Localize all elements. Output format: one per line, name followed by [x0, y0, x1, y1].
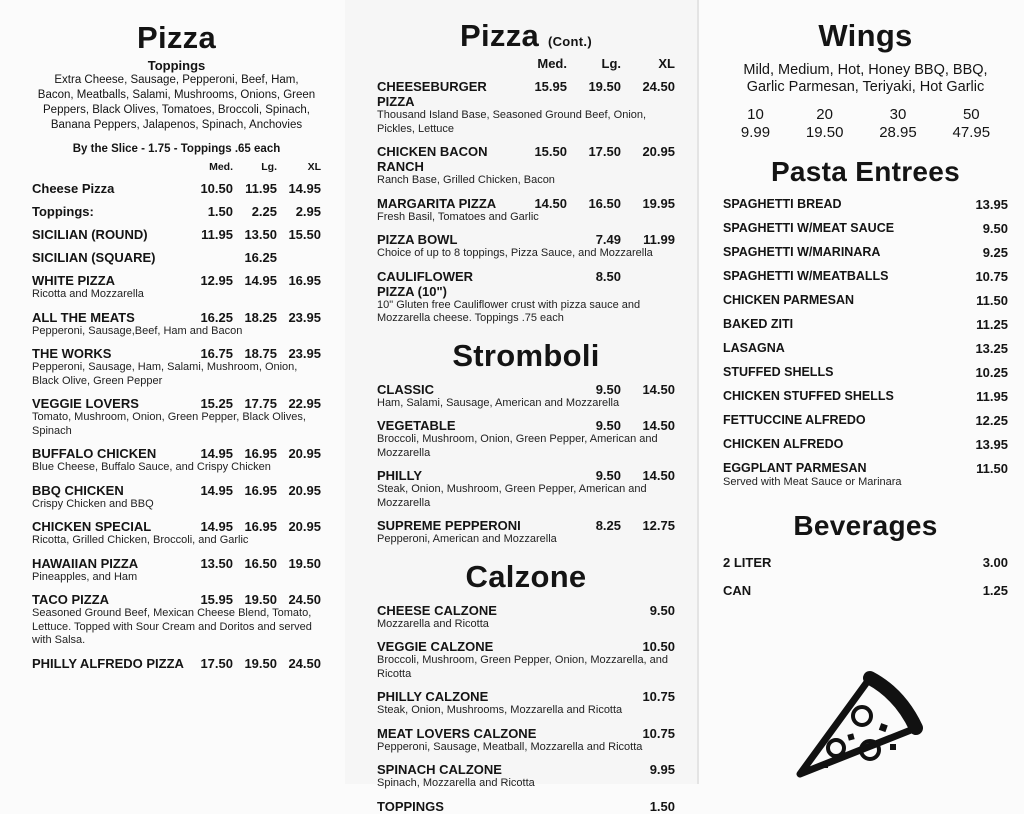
item-price: 16.95: [244, 482, 277, 498]
item-description: Seasoned Ground Beef, Mexican Cheese Blend, Tomato, Lettuce. Topped with Sour Cream and Doritos and served with Salsa.: [32, 607, 312, 646]
item-price: 13.50: [200, 555, 233, 571]
item-name: BUFFALO CHICKEN: [32, 446, 157, 461]
item-price: 1.25: [982, 582, 1008, 598]
pasta-title: Pasta Entrees: [770, 156, 961, 187]
item-price: 19.50: [244, 592, 277, 607]
stromboli-list: [377, 382, 675, 547]
item-price: 10.25: [975, 365, 1008, 380]
item-name: CHICKEN PARMESAN: [723, 293, 855, 307]
menu-item: [377, 518, 675, 547]
menu-item: [32, 483, 321, 512]
item-description: Tomato, Mushroom, Onion, Green Pepper, Black Olives, Spinach: [32, 411, 306, 437]
item-price: 17.50: [200, 655, 233, 671]
item-price: 15.50: [534, 144, 567, 159]
menu-item-row: [723, 293, 1008, 308]
item-name: CAULIFLOWER PIZZA (10"): [377, 268, 474, 299]
item-name: CHICKEN STUFFED SHELLS: [723, 389, 894, 403]
item-price: 11.95: [976, 389, 1008, 404]
item-price: 14.95: [244, 273, 277, 288]
item-price: 1.50: [649, 798, 675, 814]
item-price: 24.50: [642, 79, 675, 94]
item-name: STUFFED SHELLS: [723, 365, 834, 379]
item-price: 23.95: [288, 309, 321, 325]
menu-item-row: [32, 273, 321, 288]
menu-item-row: [723, 413, 1008, 428]
item-name: SICILIAN (SQUARE): [32, 250, 156, 265]
menu-item: [723, 341, 1008, 356]
item-name: PIZZA BOWL: [377, 232, 458, 247]
pasta-list: [723, 197, 1008, 490]
menu-item-row: [32, 346, 321, 361]
item-price: 24.50: [288, 655, 321, 671]
size-header: [377, 56, 675, 71]
calzone-list: [377, 603, 675, 814]
item-name: VEGETABLE: [377, 418, 456, 433]
size-xl: XL: [658, 56, 675, 71]
menu-item: [723, 365, 1008, 380]
menu-item: [377, 603, 675, 632]
pizza-cont-column: [345, 0, 697, 814]
pizza-cont-title: [377, 18, 675, 54]
item-price: 12.25: [975, 413, 1008, 428]
menu-item: [723, 245, 1008, 260]
menu-item: [32, 250, 321, 265]
item-price: 13.25: [975, 341, 1008, 356]
item-description: Blue Cheese, Buffalo Sauce, and Crispy Chicken: [32, 461, 271, 473]
menu-item: [377, 639, 675, 681]
item-description: Choice of up to 8 toppings, Pizza Sauce, and Mozzarella: [377, 247, 653, 259]
pizza-cont-title-text: Pizza: [460, 18, 540, 53]
menu-item: [377, 196, 675, 225]
item-description: Fresh Basil, Tomatoes and Garlic: [377, 210, 539, 223]
item-price: 19.95: [642, 195, 675, 211]
item-description: Ham, Salami, Sausage, American and Mozzarella: [377, 396, 620, 409]
item-price: 8.25: [595, 518, 621, 533]
item-name: SPAGHETTI W/MEAT SAUCE: [723, 221, 895, 235]
menu-item: [32, 204, 321, 219]
menu-item-row: [377, 382, 675, 397]
item-description: Steak, Onion, Mushroom, Green Pepper, American and Mozzarella: [377, 483, 647, 509]
item-price: 20.95: [288, 446, 321, 461]
item-name: MARGARITA PIZZA: [377, 195, 497, 211]
by-the-slice-line: By the Slice - 1.75 - Toppings .65 each: [72, 143, 281, 155]
menu-item-row: [32, 656, 321, 671]
menu-item: [723, 317, 1008, 332]
menu-item-row: [723, 341, 1008, 356]
item-price: 9.50: [982, 221, 1008, 236]
size-med: Med.: [537, 56, 567, 71]
item-description: Steak, Onion, Mushrooms, Mozzarella and Ricotta: [377, 704, 623, 716]
item-price: 16.95: [244, 446, 277, 461]
menu-item-row: [32, 204, 321, 219]
item-price: 16.50: [588, 195, 621, 211]
menu-item: [377, 762, 675, 791]
item-price: 16.75: [200, 346, 233, 361]
item-name: SUPREME PEPPERONI: [377, 518, 521, 533]
menu-item-row: [377, 726, 675, 741]
wing-option: [953, 106, 991, 142]
item-name: CLASSIC: [377, 381, 435, 397]
item-price: 10.75: [642, 725, 675, 741]
item-price: 7.49: [595, 232, 621, 247]
menu-item: [723, 583, 1008, 598]
item-price: 14.50: [642, 381, 675, 397]
menu-item-row: [32, 556, 321, 571]
item-description: Ranch Base, Grilled Chicken, Bacon: [377, 174, 555, 186]
item-name: FETTUCCINE ALFREDO: [723, 413, 866, 427]
item-price: 10.50: [642, 639, 675, 654]
size-header: [32, 161, 321, 173]
item-name: SPAGHETTI W/MARINARA: [723, 245, 881, 259]
menu-item-row: [723, 583, 1008, 598]
menu-item-row: [377, 762, 675, 777]
menu-item: [723, 293, 1008, 308]
wings-flavors: Mild, Medium, Hot, Honey BBQ, BBQ, Garlic Parmesan, Teriyaki, Hot Garlic: [743, 62, 988, 95]
item-price: 2.25: [251, 204, 277, 219]
toppings-heading: Toppings: [147, 58, 206, 73]
item-name: SPAGHETTI BREAD: [723, 197, 842, 211]
menu-item: [723, 555, 1008, 570]
wing-price: 47.95: [952, 124, 991, 141]
wing-count: 30: [889, 106, 907, 123]
size-xl: XL: [307, 161, 321, 173]
menu-item-row: [377, 468, 675, 483]
wing-price: 28.95: [879, 124, 917, 141]
menu-item-row: [32, 483, 321, 498]
menu-item-row: [32, 181, 321, 196]
item-name: BAKED ZITI: [723, 317, 794, 331]
item-price: 10.75: [975, 269, 1008, 284]
menu-item-row: [377, 232, 675, 247]
menu-item: [32, 181, 321, 196]
item-description: Thousand Island Base, Seasoned Ground Beef, Onion, Pickles, Lettuce: [377, 109, 647, 135]
item-description: 10" Gluten free Cauliflower crust with pizza sauce and Mozzarella cheese. Toppings .75 each: [377, 298, 641, 324]
item-name: Cheese Pizza: [32, 181, 115, 196]
item-price: 10.75: [642, 689, 675, 704]
wing-count: 20: [816, 106, 833, 123]
toppings-list: Extra Cheese, Sausage, Pepperoni, Beef, Ham, Bacon, Meatballs, Salami, Mushrooms, Onions, Green Peppers, Black Olives, Tomatoes, Broccoli, Spinach, Banana Peppers, Jalapenos, Spinach, Anchovies: [37, 74, 316, 131]
menu-item-row: [377, 689, 675, 704]
item-price: 11.95: [201, 227, 233, 242]
item-name: CAN: [723, 582, 752, 598]
item-price: 22.95: [288, 396, 321, 411]
menu-item: [32, 310, 321, 339]
item-price: 9.50: [595, 468, 621, 483]
item-price: 19.50: [288, 555, 321, 571]
item-price: 14.50: [642, 418, 675, 433]
menu-item: [377, 726, 675, 755]
size-med: Med.: [209, 161, 233, 173]
pizza-slice-icon: [792, 666, 922, 782]
item-name: BBQ CHICKEN: [32, 482, 124, 498]
stromboli-title: Stromboli: [452, 337, 600, 373]
item-price: 15.95: [200, 592, 233, 607]
menu-item-row: [723, 555, 1008, 570]
menu-item-row: [723, 365, 1008, 380]
item-price: 13.50: [244, 227, 277, 242]
item-price: 20.95: [642, 144, 675, 159]
item-price: 19.50: [588, 79, 621, 94]
menu-item-row: [723, 437, 1008, 452]
menu-item: [377, 418, 675, 460]
item-price: 2.95: [295, 204, 321, 219]
menu-item: [377, 689, 675, 718]
menu-item-row: [723, 317, 1008, 332]
item-price: 16.25: [200, 309, 233, 325]
item-price: 15.95: [534, 79, 567, 94]
item-name: THE WORKS: [32, 346, 112, 361]
item-price: 14.95: [288, 181, 321, 196]
item-price: 12.95: [200, 273, 233, 288]
menu-item: [32, 592, 321, 648]
menu-item-row: [377, 799, 675, 814]
menu-item: [377, 799, 675, 814]
item-name: SPINACH CALZONE: [377, 762, 502, 777]
item-name: ALL THE MEATS: [32, 309, 135, 325]
item-name: Toppings:: [32, 204, 94, 219]
menu-item: [377, 468, 675, 510]
item-price: 17.75: [244, 396, 277, 411]
menu-item-row: [377, 418, 675, 433]
item-price: 9.95: [649, 762, 675, 777]
menu-item-row: [32, 446, 321, 461]
menu-item: [723, 389, 1008, 404]
item-price: 3.00: [982, 554, 1008, 570]
menu-item: [32, 396, 321, 438]
item-name: TACO PIZZA: [32, 592, 110, 607]
menu-item: [723, 437, 1008, 452]
wing-option: [879, 106, 917, 142]
item-price: 9.50: [595, 418, 621, 433]
menu-item-row: [723, 269, 1008, 284]
item-price: 13.95: [975, 197, 1008, 212]
cont-label: (Cont.): [547, 34, 592, 49]
wing-count: 50: [962, 106, 980, 123]
item-name: 2 LITER: [723, 554, 772, 570]
item-name: LASAGNA: [723, 341, 785, 355]
menu-item: [723, 221, 1008, 236]
item-price: 20.95: [288, 482, 321, 498]
menu-item: [32, 227, 321, 242]
item-name: PHILLY ALFREDO PIZZA: [32, 655, 184, 671]
item-price: 9.50: [649, 602, 675, 618]
item-description: Mozzarella and Ricotta: [377, 617, 489, 630]
item-description: Ricotta, Grilled Chicken, Broccoli, and Garlic: [32, 534, 249, 546]
item-name: CHICKEN ALFREDO: [723, 437, 844, 451]
item-price: 14.95: [200, 446, 233, 461]
item-name: VEGGIE LOVERS: [32, 396, 139, 411]
menu-item-row: [377, 518, 675, 533]
item-name: CHICKEN BACON RANCH: [377, 144, 488, 174]
item-price: 17.50: [588, 144, 621, 159]
menu-item: [32, 519, 321, 548]
menu-item-row: [377, 144, 675, 174]
item-description: Served with Meat Sauce or Marinara: [723, 476, 902, 488]
menu-item: [32, 656, 321, 671]
menu-item: [377, 79, 675, 136]
item-price: 16.25: [244, 250, 277, 265]
item-price: 16.95: [288, 273, 321, 288]
menu-item: [32, 556, 321, 585]
item-price: 9.50: [595, 381, 621, 397]
item-price: 11.50: [976, 461, 1008, 476]
item-price: 10.50: [200, 181, 233, 196]
wing-option: [741, 106, 770, 142]
item-name: CHICKEN SPECIAL: [32, 519, 152, 534]
item-price: 14.50: [534, 195, 567, 211]
menu-item-row: [32, 227, 321, 242]
item-name: TOPPINGS: [377, 798, 444, 814]
item-price: 23.95: [288, 346, 321, 361]
wing-count: 10: [747, 106, 764, 123]
item-description: Pepperoni, Sausage,Beef, Ham and Bacon: [32, 324, 243, 337]
menu-item-row: [32, 592, 321, 607]
pizza-cont-list: [377, 79, 675, 326]
item-price: 18.75: [244, 346, 277, 361]
item-description: Pineapples, and Ham: [32, 570, 138, 583]
wings-title: Wings: [818, 18, 913, 53]
beverages-list: [723, 555, 1008, 598]
item-price: 24.50: [288, 592, 321, 607]
beverages-title: Beverages: [793, 509, 938, 541]
item-description: Crispy Chicken and BBQ: [32, 497, 154, 510]
item-description: Ricotta and Mozzarella: [32, 288, 144, 300]
item-price: 14.50: [642, 468, 675, 483]
item-price: 9.25: [982, 245, 1008, 260]
item-name: SICILIAN (ROUND): [32, 227, 148, 242]
wings-pasta-column: [697, 0, 1024, 784]
pizza-title: Pizza: [136, 20, 217, 55]
menu-item: [723, 413, 1008, 428]
item-name: MEAT LOVERS CALZONE: [377, 725, 537, 741]
menu-item-row: [377, 639, 675, 654]
menu-item: [377, 144, 675, 188]
item-name: CHEESE CALZONE: [377, 602, 497, 618]
menu-item-row: [723, 221, 1008, 236]
menu-item: [377, 382, 675, 411]
item-price: 12.75: [642, 518, 675, 533]
item-name: SPAGHETTI W/MEATBALLS: [723, 269, 889, 283]
pizza-list: [32, 181, 321, 671]
item-price: 19.50: [244, 655, 277, 671]
menu-item-row: [377, 603, 675, 618]
wing-price: 9.99: [740, 124, 771, 141]
item-description: Broccoli, Mushroom, Green Pepper, Onion, Mozzarella, and Ricotta: [377, 654, 669, 680]
item-name: PHILLY: [377, 468, 423, 483]
item-price: 13.95: [975, 437, 1008, 452]
item-price: 15.50: [288, 227, 321, 242]
size-lg: Lg.: [601, 56, 621, 71]
menu-item-row: [32, 310, 321, 325]
item-name: EGGPLANT PARMESAN: [723, 461, 867, 475]
item-description: Broccoli, Mushroom, Onion, Green Pepper, American and Mozzarella: [377, 433, 658, 459]
item-name: PHILLY CALZONE: [377, 689, 489, 704]
item-price: 16.95: [244, 519, 277, 534]
menu-item-row: [377, 79, 675, 109]
item-price: 11.25: [976, 317, 1008, 332]
menu-item: [32, 446, 321, 475]
item-price: 8.50: [595, 268, 621, 284]
item-price: 11.50: [976, 293, 1008, 308]
item-name: WHITE PIZZA: [32, 273, 116, 288]
menu-item: [32, 273, 321, 302]
menu-item: [377, 269, 675, 326]
menu-item-row: [32, 250, 321, 265]
item-name: HAWAIIAN PIZZA: [32, 555, 139, 571]
item-description: Pepperoni, Sausage, Ham, Salami, Mushroom, Onion, Black Olive, Green Pepper: [32, 361, 298, 387]
menu-item-row: [32, 519, 321, 534]
menu-item: [723, 197, 1008, 212]
item-price: 16.50: [244, 555, 277, 571]
menu-item-row: [723, 197, 1008, 212]
menu-item: [723, 461, 1008, 490]
item-description: Spinach, Mozzarella and Ricotta: [377, 777, 535, 789]
wing-price: 19.50: [805, 124, 844, 141]
item-description: Pepperoni, Sausage, Meatball, Mozzarella and Ricotta: [377, 740, 643, 753]
size-lg: Lg.: [261, 161, 277, 173]
menu-item-row: [723, 461, 1008, 476]
menu-item-row: [723, 245, 1008, 260]
menu-item-row: [377, 196, 675, 211]
pizza-column: [0, 0, 345, 784]
item-price: 11.95: [245, 181, 277, 196]
item-description: Pepperoni, American and Mozzarella: [377, 533, 557, 545]
item-price: 15.25: [200, 396, 233, 411]
item-price: 20.95: [288, 519, 321, 534]
item-price: 14.95: [200, 519, 233, 534]
menu-item: [377, 232, 675, 261]
menu-item-row: [723, 389, 1008, 404]
wings-price-grid: [723, 106, 1008, 142]
menu-item-row: [377, 269, 675, 299]
item-name: VEGGIE CALZONE: [377, 639, 494, 654]
item-price: 11.99: [643, 232, 675, 247]
item-price: 14.95: [200, 482, 233, 498]
item-price: 18.25: [244, 309, 277, 325]
menu-item-row: [32, 396, 321, 411]
menu-item: [32, 346, 321, 388]
item-name: CHEESEBURGER PIZZA: [377, 79, 487, 109]
calzone-title: Calzone: [465, 558, 587, 594]
menu-item: [723, 269, 1008, 284]
item-price: 1.50: [207, 204, 233, 219]
wing-option: [806, 106, 844, 142]
